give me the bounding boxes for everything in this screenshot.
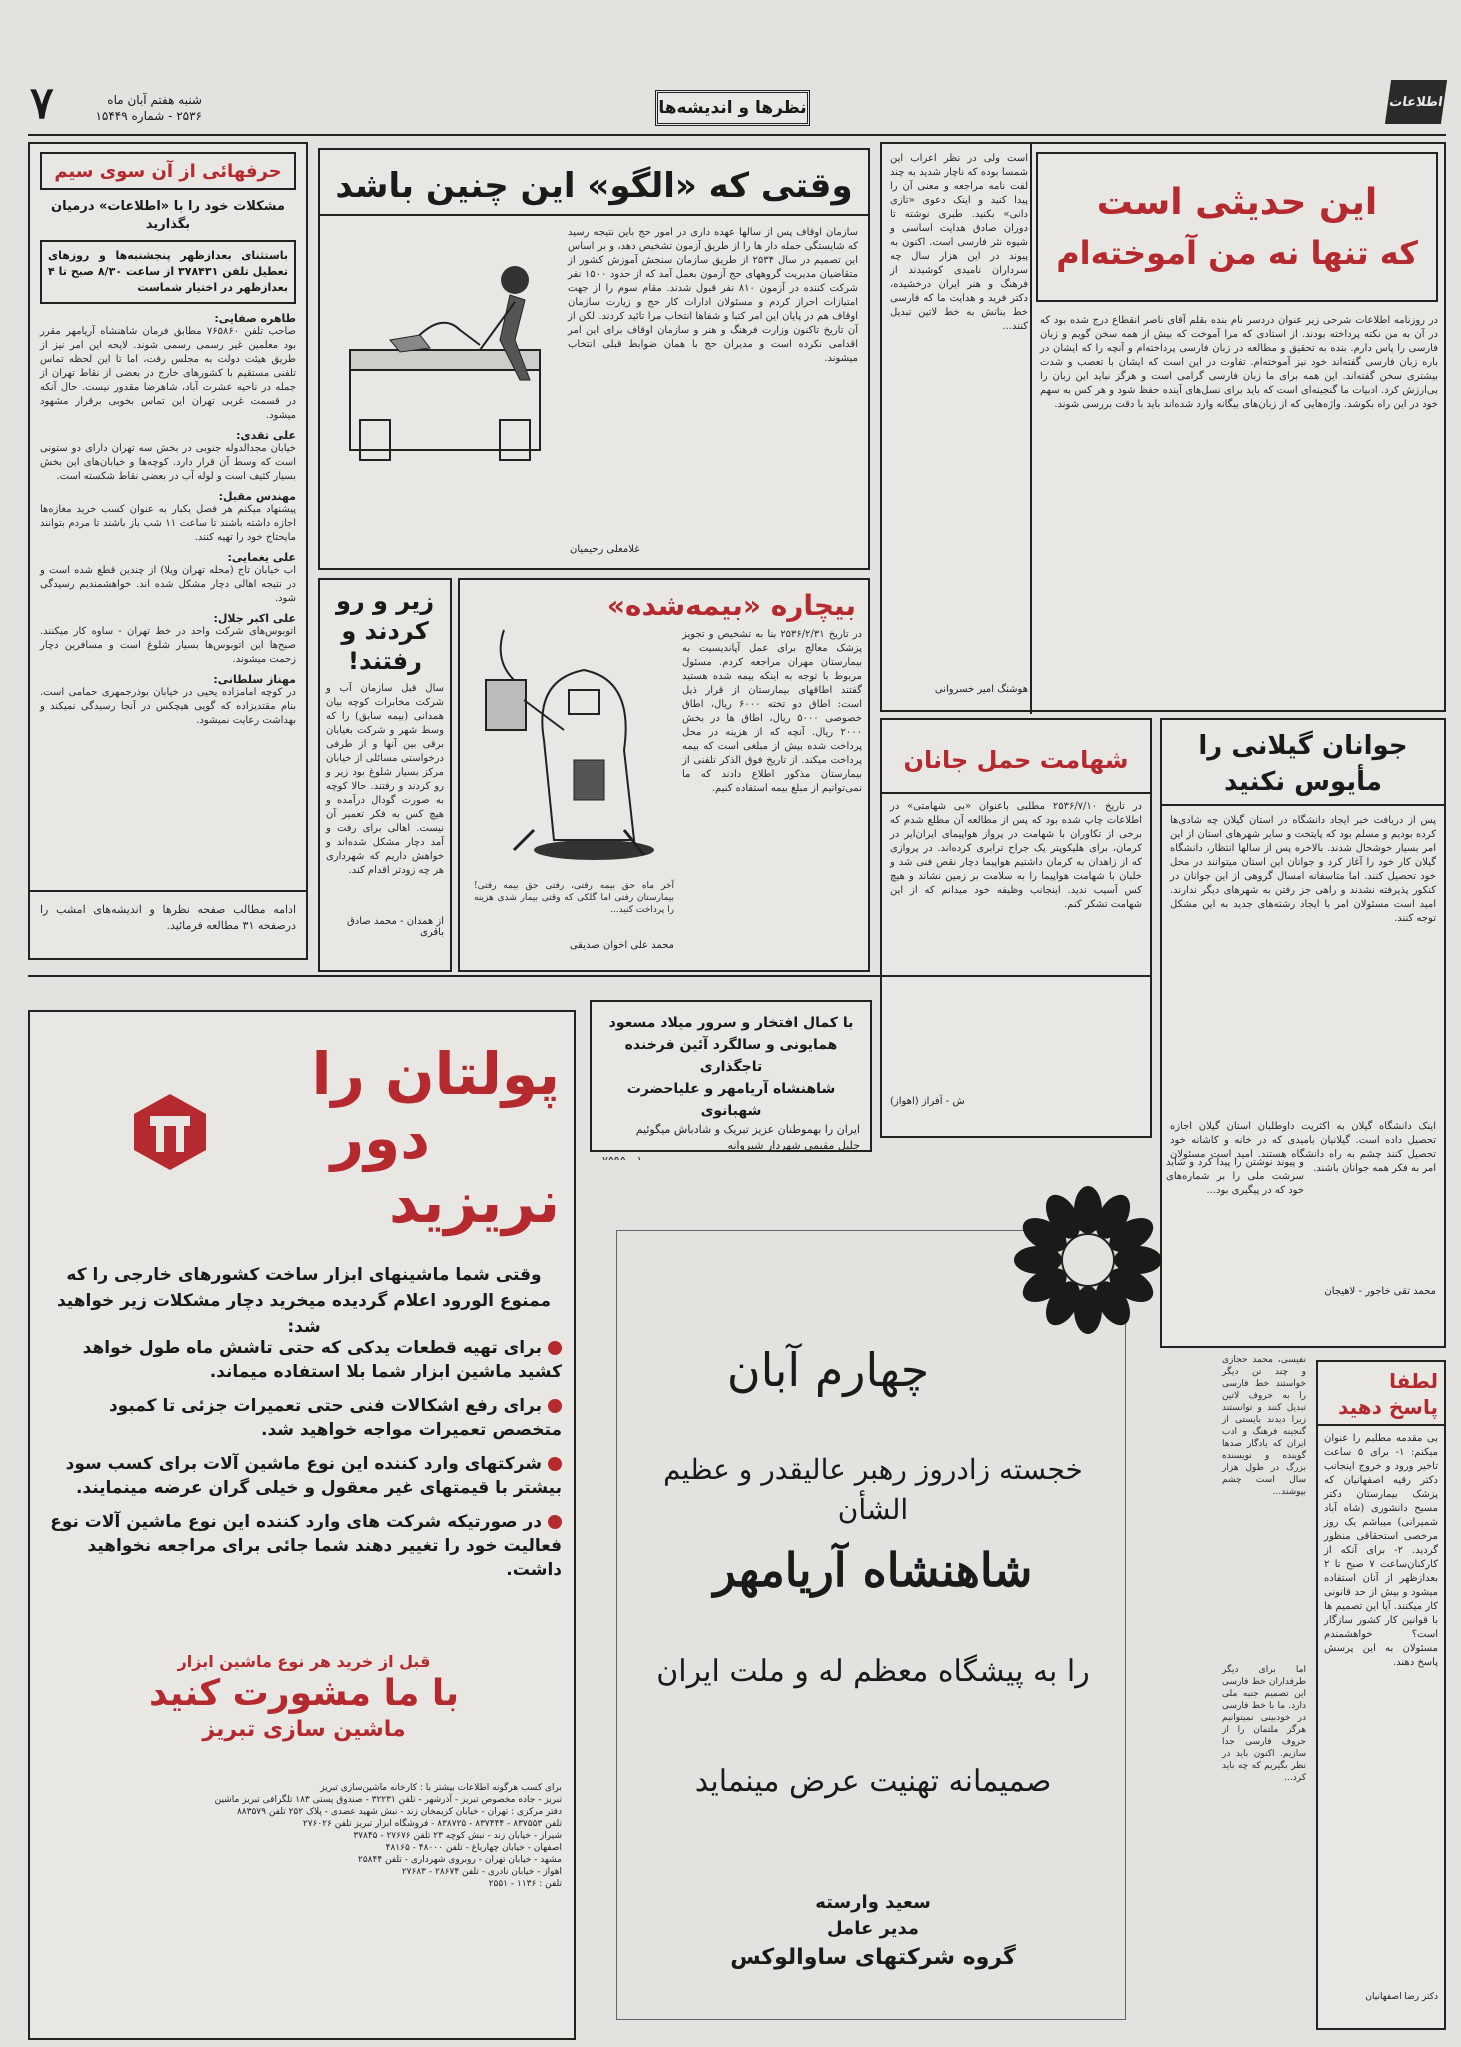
savalux-line5: صمیمانه تهنیت عرض مینماید xyxy=(694,1764,1052,1799)
savalux-line2: خجسته زادروز رهبر عالیقدر و عظیم الشأن xyxy=(663,1453,1083,1526)
article-zirooroo-author: از همدان - محمد صادق باقری xyxy=(347,916,444,938)
savalux-line3: شاهنشاه آریامهر xyxy=(713,1543,1033,1597)
article-hadith-body: در روزنامه اطلاعات شرحی زیر عنوان دردسر نام بنده بقلم آقای ناصر انقطاع درج شده بود که در آن به من نکته پرداخته بودند. از استادی که مرا آموخت که بیش از همه سخن گویم و زبان فارسی را پاس دارم. بنده به تحقیق و مطالعه در زبان فارسی پرداخته‌ام و آنچه را که ایشان در باره زبان فارسی گفته‌اند خود نیز آموخته‌ام. تفاوت در این است که ایشان با تعصب و شدت بیشتری سخن گفته‌اند. این همه برای ما زبان فارسی گرامی است و هرگز نباید این زبان را بی‌ارزش کرد. ادبیات ما گنجینه‌ای است که باید برای نسل‌های آینده حفظ شود و هر کس به سهم خود در این راه بکوشد. واژه‌هایی که از زبان‌های بیگانه وارد شده‌اند باید با دقت بررسی شوند. xyxy=(1040,315,1438,410)
article-zirooroo-title: زیر و رو کردند و رفتند! xyxy=(335,587,435,675)
newspaper-logo: اطلاعات xyxy=(1385,80,1447,124)
article-zirooroo-body: سال قبل سازمان آب و شرکت مخابرات کوچه بیان همدانی (بیمه سابق) را که وسط شهر و شرکت بغیابان برقی بین آنها و از طرفی درخواستی مسائلی از خیابان مرکز بسیار شلوغ بود زیر و رو کردند و رفتند. حالا کوچه به صورت گودال درآمده و هیچ کس به فکر تعمیر آن نیست. اهالی برای رفت و آمد دچار مشکل شده‌اند و خواهش داریم که شهرداری هر چه زودتر اقدام کند. xyxy=(326,683,444,876)
reader-item: طاهره صفایی: صاحب تلفن ۷۶۵۸۶۰ مطابق فرمان شاهنشاه آریامهر مقرر بود معلمین غیر رسمی رسمی شوند. لایحه این امر نیز از طریق هیئت دولت به مجلس رفت، اما تا این لحظه تماس تلفنی مستقیم با کشورهای خارج در بعضی از نقاط تهران از جمله در ناحیه عشرت آباد، شاهرضا مقدور نیست. حال آنکه در قسمت غربی تهران این تماس بخوبی برقرار مشهود میشود. xyxy=(40,312,296,421)
article-gilani-author: محمد تقی خاجور - لاهیجان xyxy=(1324,1286,1436,1297)
page-header xyxy=(0,0,1461,136)
article-hadith-title: این حدیثی است که تنها نه من آموخته‌ام xyxy=(1036,152,1438,302)
column-divider xyxy=(1030,144,1032,714)
reader-item: علی یغمایی: اب خیابان تاج (محله تهران ویلا) از چندین قطع شده است و در نتیجه اهالی دچار مشکل شده اند. خواهشمندیم رسیدگی شود. xyxy=(40,551,296,604)
article-gilani-body2: اینک دانشگاه گیلان به اکثریت داوطلبان استان گیلان اجازه تحصیل داده است. گیلانیان بامیدی که در خانه و کاشانه خود تحصیل کنند چشم به راه دانشگاه هستند. امید است مسئولان امر به فکر همه جوانان باشند. xyxy=(1170,1121,1436,1174)
article-continuation: و پیوند نوشتن را پیدا کرد و شاید سرشت ملی را بر شماره‌های خود که در پیگیری بود... xyxy=(1166,1157,1304,1196)
ad-tabriz-intro: وقتی شما ماشینهای ابزار ساخت کشورهای خارجی را که ممنوع الورود اعلام گردیده میخرید دچار مشکلات زیر خواهید شد: xyxy=(56,1265,552,1337)
article-bime xyxy=(458,578,870,972)
article-olgoo-author: غلامعلی رحیمیان xyxy=(570,544,640,555)
bullet-dot-icon xyxy=(548,1399,562,1413)
ad-tabriz xyxy=(28,1010,576,2040)
flower-emblem-icon xyxy=(1028,1160,1148,1360)
article-hamle-body: در تاریخ ۲۵۳۶/۷/۱۰ مطلبی باعنوان «بی شهامتی» در اطلاعات چاپ شده بود که پس از مطالعه آن مطلع شدم که برخی از تکاوران با شهامت در پرواز هواپیمای ایران‌ایر در کرمان، برای هلیکوپتر یک جراح ترابری کرده‌اند. در پروازی که از زاهدان به کرمان داشتیم هواپیما دچار نقص فنی شد و خلبان با شهامت هواپیما را به سلامت بر زمین نشاند و هیچ کس آسیب ندید. اینجانب وظیفه خود میدانم که از این شهامت تشکر کنم. xyxy=(890,801,1142,910)
article-hadith xyxy=(880,142,1446,712)
article-bime-caption: آخر ماه حق بیمه رفتی، رفتی حق بیمه رفتی! بیمارستان رفتی اما گلکی که وقتی بیمار شدی هزینه را پرداخت کنید... xyxy=(474,881,674,915)
olgoo-illustration xyxy=(330,240,560,480)
article-hamle-title: شهامت حمل جانان xyxy=(882,728,1150,794)
ad-tabriz-cta: قبل از خرید هر نوع ماشین ابزار با ما مشورت کنید ماشین سازی تبریز xyxy=(149,1652,459,1742)
reader-item: مهناز سلطانی: در کوچه امامزاده یحیی در خیابان بوذرجمهری حمامی است. بنام مقتدیزاده که گویی هیچکس در آنجا رسیدگی نمیکند و بهداشت رعایت نمیشود. xyxy=(40,673,296,726)
section-title: نظرها و اندیشه‌ها xyxy=(655,90,810,126)
savalux-signer: سعید وارسته مدیر عامل گروه شرکتهای ساوالوکس xyxy=(730,1892,1016,1970)
tabriz-logo-icon xyxy=(130,1092,210,1172)
article-lotfan-title: لطفا پاسخ دهید xyxy=(1318,1368,1444,1426)
reader-column xyxy=(28,142,308,960)
article-continuation-2: نفیسی، محمد حجازی و چند تن دیگر خواستند خط فارسی را به حروف لاتین تبدیل کنند و توانستند زیرا دیدند بایستی از گنجینه فرهنگ و ادب ایران که یادگار صدها گوینده و نویسنده بزرگ در طول هزار سال است چشم بپوشند... xyxy=(1222,1355,1306,1497)
reader-subtitle: مشکلات خود را با «اطلاعات» درمیان بگذارید xyxy=(51,199,285,232)
article-olgoo xyxy=(318,148,870,570)
article-bime-body: در تاریخ ۲۵۳۶/۲/۳۱ بنا به تشخیص و تجویز پزشک معالج برای عمل آپاندیسیت به بیمارستان مهران مراجعه کردم. مسئول مربوط با توجه به اینکه بیمه شده هستید گفتند اطاقهای بیمارستان از قرار ذیل است: اطاق دو تخته ۶۰۰۰ ریال، اطاق خصوصی ۵۰۰۰ ریال، اطاق ها در بخش ۲۰۰۰ ریال. آنچه که از هزینه در محل پرداخت شده بیش از مبلغی است که بیمه پرداخت میکند. از تاریخ فوق الذکر تلفنی از بیمارستان مذکور اطلاع دادند که ما نمی‌توانیم از مبلغ بیمه استفاده کنیم. xyxy=(682,629,862,794)
issue-date: شنبه هفتم آبان ماه ۲۵۳۶ - شماره ۱۵۴۴۹ xyxy=(95,93,202,123)
article-hadith-col2: است ولی در نظر اعراب این شمسا بوده که ناچار شدید به چند لفت نامه مراجعه و معنی آن را پیدا کنید و اینک دعوی «تازی دانی» بکنید. طبری نوشته تا دوران صادق هدایت اساسی و شیوه نثر فارسی است. اکنون به پیوند در این هزار سال چه سرداران نامیدی کوشیدند از فرهنگ و هنر ایران درخشیده، دکتر فرید و هدایت ما که فارسی خط بنانش به خط لاتین تبدیل کنند... xyxy=(890,153,1028,332)
bullet-dot-icon xyxy=(548,1341,562,1355)
bime-illustration xyxy=(474,620,674,870)
article-bime-author: محمد علی اخوان صدیقی xyxy=(569,940,674,951)
article-gilani-body: پس از دریافت خبر ایجاد دانشگاه در استان گیلان چه شادی‌ها کرده بودیم و مسلم بود که پایتخت و سایر شهرهای استان از این امر بسیار خوشحال شدند. بالاخره پس از سالها انتظار، دانشگاه گیلان کار خود را آغاز کرد و جوانان این استان میتوانند در محل خود تحصیل کنند. اما متاسفانه امسال گروهی از این جوانان در کنکور پذیرفته نشدند و راهی جز رفتن به شهرهای دیگر ندارند. امید است مسئولان امر با ایجاد رشته‌های جدید به این مشکل توجه کنند. xyxy=(1170,815,1436,924)
article-hadith-author: هوشنگ امیر خسروانی xyxy=(934,684,1028,695)
ad-tabriz-headline: پولتان را دور نریزید xyxy=(311,1040,560,1236)
reader-item: مهندس مقبل: پیشنهاد میکنم هر فصل یکبار به عنوان کسب خرید مغازه‌ها اجازه داشته باشند تا ساعت ۱۱ شب باز باشند تا مردم بتوانند مایحتاج خود را تهیه کنند. xyxy=(40,490,296,543)
reader-item: علی اکبر جلال: اتوبوس‌های شرکت واحد در خط تهران - ساوه کار میکنند. صبح‌ها این اتوبوس‌ها بسیار شلوغ است و مسافرین دچار زحمت میشوند. xyxy=(40,612,296,665)
section-rule xyxy=(28,975,1152,977)
reader-items xyxy=(40,312,296,728)
bullet-dot-icon xyxy=(548,1515,562,1529)
article-hamle xyxy=(880,718,1152,1138)
ad-tabriz-bullets: برای تهیه قطعات یدکی که حتی تاشش ماه طول خواهد کشید ماشین ابزار شما بلا استفاده میماند. برای رفع اشکالات فنی حتی تعمیرات جزئی تا کمبود متخصص تعمیرات مواجه خواهید شد. شرکتهای وارد کننده این نوع ماشین آلات برای کسب سود بیشتر با قیمتهای غیر معقول و خیلی گران عرضه مینمایند. در صورتیکه شرکت های وارد کننده این نوع ماشین آلات نوع فعالیت خود را تغییر دهند شما جائی برای مراجعه نخواهید داشت. xyxy=(50,1338,562,1580)
phone-info-box: باستثنای بعدازظهر پنجشنبه‌ها و روزهای تعطیل تلفن ۳۷۸۴۳۱ از ساعت ۸/۳۰ صبح تا ۴ بعدازظهر در اختیار شماست xyxy=(40,240,296,304)
page-number: ۷ xyxy=(30,78,54,129)
bullet-dot-icon xyxy=(548,1457,562,1471)
reader-footer-note: ادامه مطالب صفحه نظرها و اندیشه‌های امشب را درصفحه ۳۱ مطالعه فرمائید. xyxy=(28,890,308,960)
article-hamle-author: ش - آفراز (اهواز) xyxy=(890,1096,965,1107)
article-continuation-3: اما برای دیگر طرفداران خط فارسی این تصمیم جنبه ملی دارد. ما با خط فارسی در خودبینی نمیتوانیم هرگز ملتمان را از حروف فارسی جدا سازیم. اکنون باید در نظر بگیریم که چه باید کرد... xyxy=(1222,1665,1306,1783)
savalux-line1: چهارم آبان xyxy=(726,1343,930,1397)
article-olgoo-body: سازمان اوقاف پس از سالها عهده داری در امور حج باین نتیجه رسید که شایستگی حمله دار ها را از طریق آزمون تشخیص دهد، و بر اساس این تصمیم در سال ۲۵۳۴ از طریق سازمان سنجش آموزش کشور از متقاضیان مدیریت گروههای حج آزمون بعمل آمد که از حدود ۱۵۰۰ نفر شرکت کننده در آزمون ۸۱۰ نفر قبول شدند. مقام سوم را از جهت امتیازات احراز کردم و مسئولان ادارات کار حج و زیارت سازمان اوقاف هم در پایان این امر کتبا و شفاها انتخاب مرا تائید کردند. لکن از آن تاریخ تاکنون وزارت فرهنگ و هنر و سازمان اوقاف برای این امر اقدامی نکرده است و مدیران حج با همان ضوابط قبلی انتخاب میشوند. xyxy=(568,227,858,364)
header-rule xyxy=(28,134,1446,136)
ad-savalux xyxy=(588,1160,1152,2040)
ad-tabriz-contacts: برای کسب هرگونه اطلاعات بیشتر با : کارخانه ماشین‌سازی تبریز تبریز - جاده مخصوص تبریز - آذرشهر - تلفن ۳۲۲۳۱ - صندوق پستی ۱۸۳ تلگرافی تبریز ماشین دفتر مرکزی : تهران - خیابان کریمخان زند - نبش شهید عضدی - پلاک ۲۵۲ تلفن ۸۸۳۵۷۹ تلفن ۸۳۷۵۵۳ - ۸۳۷۴۴۴ - ۸۳۸۷۲۵ - فروشگاه ابزار تبریز تلفن ۲۷۶۰۲۶ شیراز - خیابان زند - نبش کوچه ۲۳ تلفن ۲۷۶۷۶ - ۳۷۸۴۵ اصفهان - خیابان چهارباغ - تلفن ۴۸۰۰۰ - ۴۸۱۶۵ مشهد - خیابان تهران - روبروی شهرداری - تلفن ۲۵۸۴۴ اهواز - خیابان نادری - تلفن ۲۸۶۷۴ - ۲۷۶۸۳ تلفن : ۱۱۳۶ - ۲۵۵۱ xyxy=(214,1783,562,1889)
congrats-box: با کمال افتخار و سرور میلاد مسعود همایونی و سالگرد آئین فرخنده تاجگذاری شاهنشاه آریامهر و علیاحضرت شهبانوی ایران را بهموطنان عزیز تبریک و شادباش میگوئیم جلیل مقیمی شهردار شیروانه xyxy=(590,1000,872,1152)
article-zirooroo xyxy=(318,578,452,972)
article-bime-title: بیچاره «بیمه‌شده» xyxy=(606,589,856,622)
article-olgoo-title: وقتی که «الگو» این چنین باشد xyxy=(320,158,868,216)
reader-banner: حرفهائی از آن سوی سیم xyxy=(40,152,296,190)
article-lotfan-author: دکتر رضا اصفهانیان xyxy=(1365,1992,1438,2002)
article-lotfan-body: بی مقدمه مطلبم را عنوان میکنم: ۱- برای ۵ ساعت تاخیر ورود و خروج اینجانب دکتر رقیه اصفهانیان که پزشک بیمارستان دکتر مسیح دانشوری (شاه آباد شمیرانی) میباشم یک روز مرخصی استحقاقی منظور گردید. ۲- برای آنکه از کارکنان‌ساعت ۷ صبح تا ۲ بعدازظهر از آنان استفاده میشود و بیش از حد قانونی کار میکنند. آیا این تصمیم ها با قوانین کار کشور سازگار است؟ خواهشمندم مسئولان به این پرسش پاسخ دهند. xyxy=(1324,1433,1438,1668)
article-gilani-title: جوانان گیلانی را مأیوس نکنید xyxy=(1162,728,1444,806)
reader-item: علی تقدی: خیابان مجدالدوله جنوبی در بخش سه تهران دارای دو ستونی است که وسط آن قرار دارد. کوچه‌ها و خیابان‌های این بخش بسیار کثیف است و لوله آب در بعضی نقاط شکسته است. xyxy=(40,429,296,482)
savalux-line4: را به پیشگاه معظم له و ملت ایران xyxy=(656,1654,1090,1689)
article-lotfan xyxy=(1316,1360,1446,2030)
